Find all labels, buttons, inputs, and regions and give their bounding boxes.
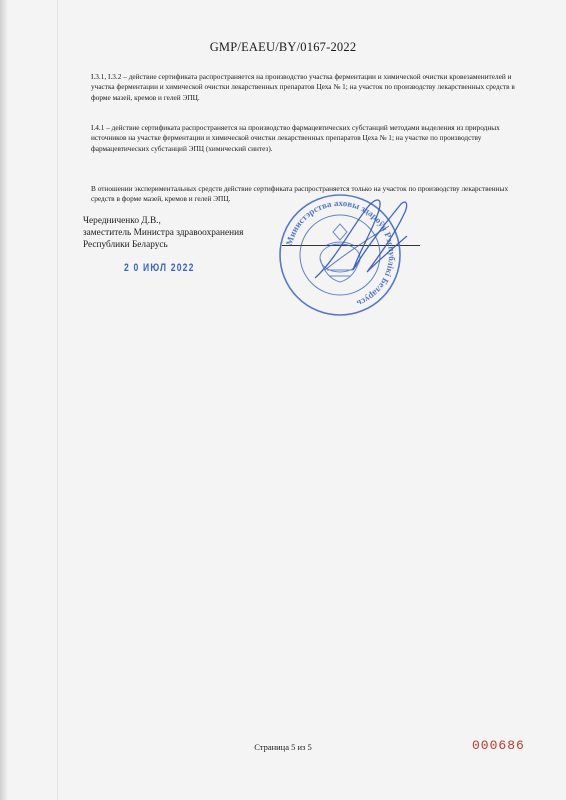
signatory-position: заместитель Министра здравоохранения bbox=[83, 228, 244, 238]
serial-number: 000686 bbox=[472, 738, 525, 753]
certificate-number: GMP/EAEU/BY/0167-2022 bbox=[209, 40, 357, 54]
scan-fold-line bbox=[57, 0, 58, 800]
seal-text: Министэрства аховы здароўя Рэспублікі Беларусь bbox=[283, 197, 398, 309]
signatory-country: Республики Беларусь bbox=[83, 240, 168, 250]
paragraph-scope-1: I.3.1, I.3.2 – действие сертификата распространяется на производство участка ферментации и химической очистки кровезаменителей и участка ферментации и химической очистки лекарственных препаратов Цеха № 1; на участок по производству лекарственных средств в форме мазей, кремов и гелей ЭПЦ. bbox=[91, 72, 515, 102]
date-stamp: 2 0 ИЮЛ 2022 bbox=[124, 262, 195, 274]
handwritten-signature bbox=[305, 190, 415, 290]
scan-edge bbox=[0, 0, 8, 800]
signatory-block bbox=[83, 215, 243, 251]
paragraph-scope-2: I.4.1 – действие сертификата распространяется на производство фармацевтических субстанций методами выделения из природных источников на участке ферментации и химической очистки лекарственных препаратов Цеха № 1; на участке по производству фармацевтических субстанций ЭПЦ (химический синтез). bbox=[91, 123, 500, 153]
page-footer: Страница 5 из 5 bbox=[254, 742, 312, 752]
signatory-name: Чередниченко Д.В., bbox=[83, 216, 161, 226]
paragraph-experimental: В отношении экспериментальных средств действие сертификата распространяется только на участок по производству лекарственных средств в форме мазей, кремов и гелей ЭПЦ. bbox=[91, 184, 509, 204]
